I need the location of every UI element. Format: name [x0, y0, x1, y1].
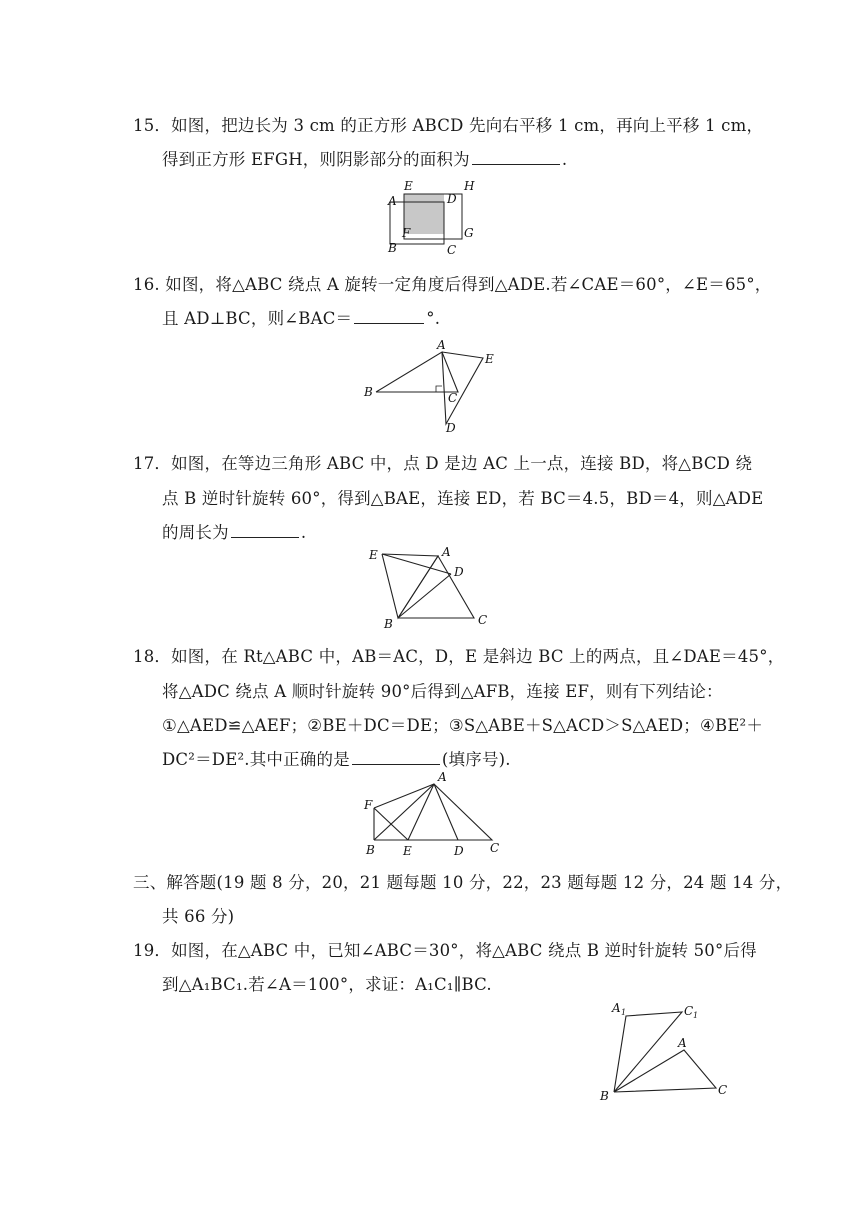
right-angle-mark [436, 386, 442, 392]
label-a1: A [612, 1001, 621, 1015]
label-d: D [454, 844, 464, 858]
label-d: D [447, 192, 457, 206]
label-e: E [485, 352, 494, 366]
q17-text-line1: 17．如图，在等边三角形 ABC 中，点 D 是边 AC 上一点，连接 BD，将△BCD 绕 [133, 454, 753, 473]
q18-text-line4 [162, 746, 511, 770]
label-a: A [437, 338, 446, 352]
segment-ed [382, 554, 451, 574]
q15-text-line2 [162, 146, 567, 170]
q17-text-line3-post: . [300, 523, 307, 542]
q16-text-line2-post: °. [426, 309, 441, 328]
label-h: H [464, 179, 475, 193]
label-b: B [364, 385, 373, 399]
section3-heading-line2: 共 66 分) [162, 907, 235, 926]
q17-text-line3-pre: 的周长为 [162, 523, 229, 542]
label-e: E [403, 844, 412, 858]
q18-text-line2: 将△ADC 绕点 A 顺时针旋转 90°后得到△AFB，连接 EF，则有下列结论： [162, 682, 723, 701]
triangle-abc [376, 352, 458, 392]
q18-right-triangle-figure [360, 768, 510, 860]
label-a: A [678, 1036, 687, 1050]
label-c: C [478, 613, 488, 627]
q15-text-line2-pre: 得到正方形 EFGH，则阴影部分的面积为 [162, 150, 470, 169]
q18-text-line4-pre: DC²＝DE².其中正确的是 [162, 750, 350, 769]
q18-answer-blank [352, 763, 440, 765]
q17-text-line3 [162, 519, 306, 543]
segment-bd [398, 574, 451, 618]
triangle-abc [614, 1050, 716, 1092]
label-d: D [454, 565, 464, 579]
label-d: D [446, 421, 456, 435]
label-c1-subscript: 1 [693, 1011, 699, 1020]
q19-text-line1: 19．如图，在△ABC 中，已知∠ABC＝30°，将△ABC 绕点 B 逆时针旋转 50°后得 [133, 941, 757, 960]
label-e: E [404, 179, 413, 193]
q16-answer-blank [354, 322, 424, 324]
q16-text-line2-pre: 且 AD⊥BC，则∠BAC＝ [162, 309, 353, 328]
label-c1: C [684, 1004, 694, 1018]
q15-text-line2-post: . [561, 150, 568, 169]
q16-text-line1: 16. 如图，将△ABC 绕点 A 旋转一定角度后得到△ADE.若∠CAE＝60°，∠E＝65°， [133, 275, 772, 294]
q17-answer-blank [231, 536, 299, 538]
label-f: F [402, 226, 411, 240]
segment-ad [434, 784, 458, 840]
q16-rotation-figure [360, 336, 510, 436]
q16-text-line2 [162, 305, 440, 329]
q15-text-line1: 15．如图，把边长为 3 cm 的正方形 ABCD 先向右平移 1 cm，再向上平移 1 cm， [133, 116, 764, 135]
label-c: C [447, 243, 457, 257]
q18-text-line4-post: (填序号). [441, 750, 511, 769]
q15-square-figure [382, 176, 482, 258]
q19-text-line2: 到△A₁BC₁.若∠A＝100°，求证：A₁C₁∥BC. [162, 975, 492, 994]
label-a1-subscript: 1 [621, 1008, 627, 1017]
label-c: C [718, 1083, 728, 1097]
q15-answer-blank [472, 163, 560, 165]
triangle-a1bc1 [614, 1012, 682, 1092]
label-g: G [464, 226, 474, 240]
label-a: A [442, 545, 451, 559]
label-c: C [448, 391, 458, 405]
triangle-ade [442, 352, 483, 424]
q19-rotation-figure [596, 996, 736, 1104]
q18-text-line3: ①△AED≌△AEF；②BE＋DC＝DE；③S△ABE＋S△ACD＞S△AED；④BE²＋ [162, 716, 764, 735]
label-c: C [490, 841, 500, 855]
label-b: B [384, 617, 393, 631]
label-b: B [388, 241, 397, 255]
label-e: E [369, 548, 378, 562]
label-a: A [438, 770, 447, 784]
label-a: A [388, 194, 397, 208]
label-b: B [366, 843, 375, 857]
label-f: F [364, 798, 373, 812]
q17-triangle-figure [364, 542, 500, 632]
q17-text-line2: 点 B 逆时针旋转 60°，得到△BAE，连接 ED，若 BC＝4.5，BD＝4，则△ADE [162, 489, 764, 508]
label-b: B [600, 1089, 609, 1103]
triangle-abc [374, 784, 492, 840]
section3-heading-line1: 三、解答题(19 题 8 分，20，21 题每题 10 分，22，23 题每题 12 分，24 题 14 分， [133, 873, 793, 892]
q18-text-line1: 18．如图，在 Rt△ABC 中，AB＝AC，D，E 是斜边 BC 上的两点，且∠DAE＝45°， [133, 647, 785, 666]
